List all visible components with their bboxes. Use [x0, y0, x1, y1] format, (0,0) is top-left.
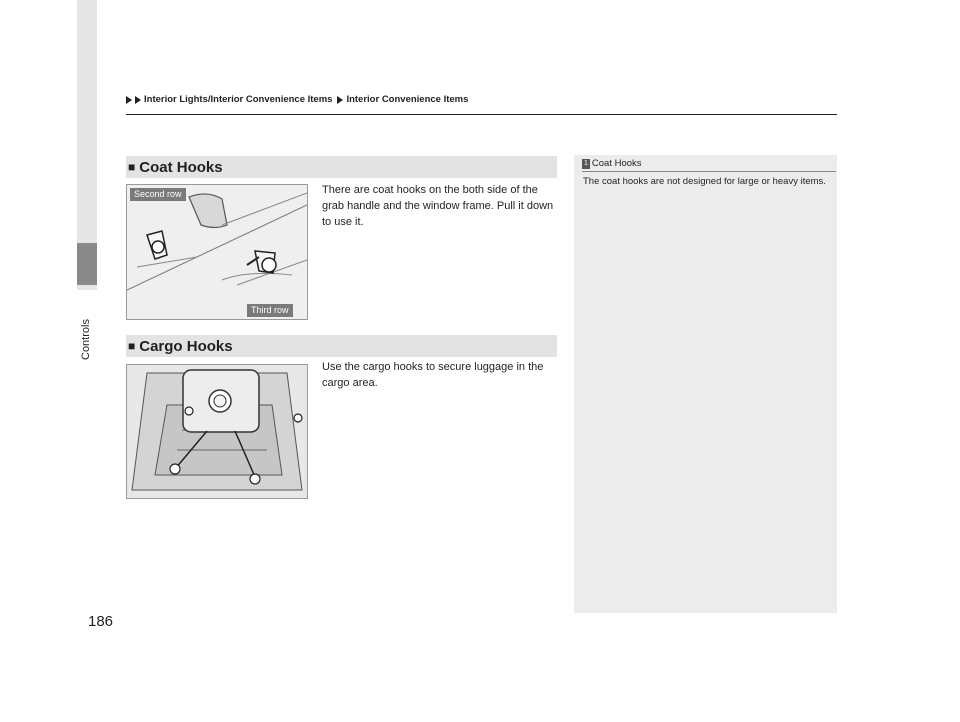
- coat-hooks-heading-bar: [126, 156, 557, 178]
- side-tab-label: Controls: [80, 319, 92, 360]
- note-title: [582, 158, 642, 169]
- page-number: 186: [88, 613, 114, 630]
- coat-hooks-illustration: [126, 184, 308, 320]
- square-bullet-icon: ■: [128, 160, 136, 174]
- breadcrumb-item[interactable]: Interior Convenience Items: [346, 94, 469, 105]
- note-divider: [582, 171, 836, 172]
- breadcrumb-arrow-icon: [126, 96, 132, 104]
- note-title-text: Coat Hooks: [591, 158, 642, 169]
- side-tab-marker: [77, 243, 97, 285]
- coat-hooks-drawing: [127, 185, 307, 319]
- cargo-hooks-heading: Cargo Hooks: [139, 337, 233, 355]
- breadcrumb: [126, 94, 468, 105]
- note-text: The coat hooks are not designed for large or heavy items.: [583, 176, 826, 187]
- coat-hooks-body: There are coat hooks on the both side of the grab handle and the window frame. Pull it down to use it.: [322, 184, 554, 228]
- breadcrumb-arrow-icon: [337, 96, 343, 104]
- cargo-hooks-drawing: [127, 365, 307, 498]
- second-row-label: Second row: [130, 188, 186, 201]
- cargo-hooks-illustration: [126, 364, 308, 499]
- breadcrumb-arrow-icon: [135, 96, 141, 104]
- breadcrumb-item[interactable]: Interior Lights/Interior Convenience Items: [144, 94, 333, 105]
- header-divider: [126, 114, 837, 115]
- coat-hooks-heading: Coat Hooks: [139, 158, 223, 176]
- note-panel: [574, 155, 837, 613]
- cargo-hooks-heading-bar: [126, 335, 557, 357]
- note-number: 1: [584, 159, 588, 167]
- square-bullet-icon: ■: [128, 339, 136, 353]
- third-row-label: Third row: [247, 304, 293, 317]
- cargo-hooks-body: Use the cargo hooks to secure luggage in the cargo area.: [322, 361, 544, 389]
